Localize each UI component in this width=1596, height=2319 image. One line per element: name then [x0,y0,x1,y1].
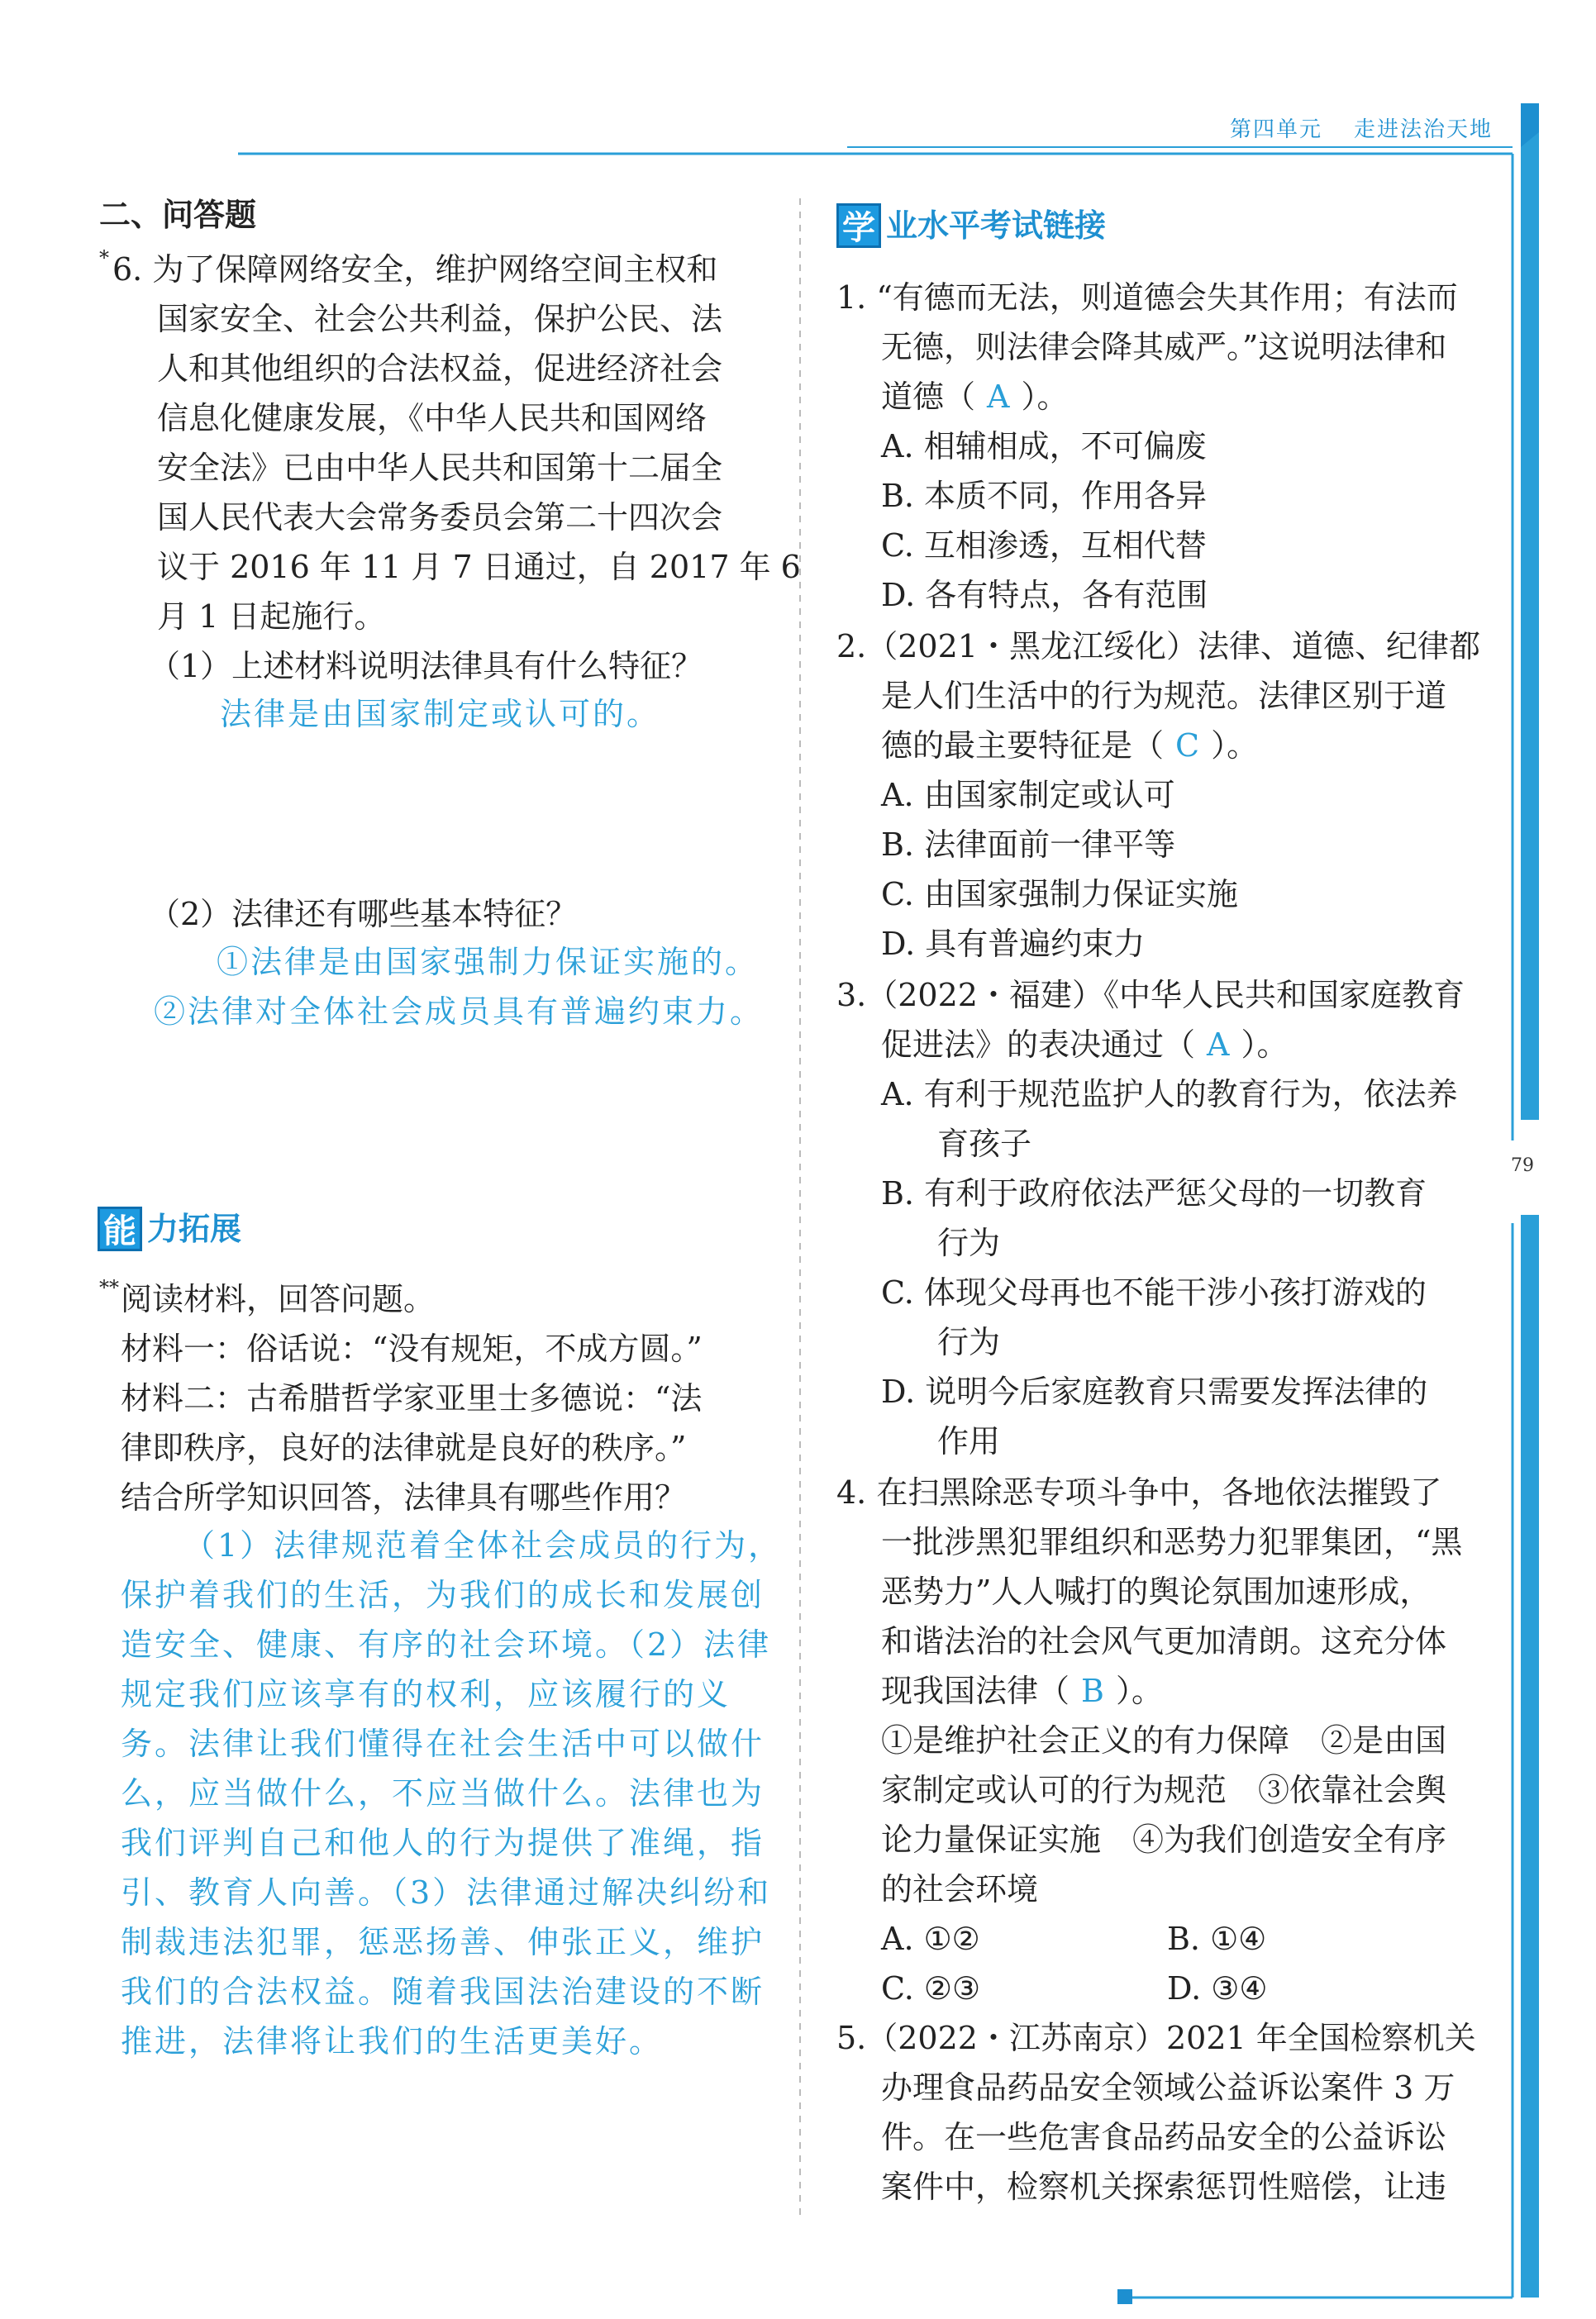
text-line: 结合所学知识回答，法律具有哪些作用？ [121,1479,687,1516]
text-line: 4. 在扫黑除恶专项斗争中，各地依法摧毁了 [836,1474,1442,1511]
text-line: 3.（2022・福建）《中华人民共和国家庭教育 [836,977,1465,1013]
text-line: 月 1 日起施行。 [157,598,386,635]
text-line: 我们评判自己和他人的行为提供了准绳，指 [121,1825,765,1861]
text-line: 保护着我们的生活，为我们的成长和发展创 [121,1577,765,1613]
text-line: 德的最主要特征是（ C ）。 [881,727,1259,764]
q6-sub1-answer: 法律是由国家制定或认可的。 [220,696,661,732]
text-line: （1）法律规范着全体社会成员的行为， [183,1527,783,1564]
q3-option-c: C. 体现父母再也不能干涉小孩打游戏的 [881,1274,1427,1311]
text-line: 制裁违法犯罪，惩恶扬善、伸张正义，维护 [121,1924,765,1960]
ability-section-badge: 能 [98,1207,142,1251]
ability-marker: ** [99,1276,119,1299]
text-line: 2.（2021・黑龙江绥化）法律、道德、纪律都 [836,628,1480,664]
text-line: 案件中，检察机关探索惩罚性赔偿，让违 [881,2169,1447,2205]
q2-option-c: C. 由国家强制力保证实施 [881,876,1238,912]
q3-option-b: B. 有利于政府依法严惩父母的一切教育 [881,1175,1427,1212]
text-line: 阅读材料，回答问题。 [121,1281,436,1317]
q6-sub1-question: （1）上述材料说明法律具有什么特征？ [149,648,703,684]
text-line: 规定我们应该享有的权利，应该履行的义 [121,1676,731,1712]
section-title: 二、问答题 [99,196,257,233]
text-line: 是人们生活中的行为规范。法律区别于道 [881,678,1447,714]
text-line: 引、教育人向善。（3）法律通过解决纠纷和 [121,1874,772,1911]
q1-option-c: C. 互相渗透，互相代替 [881,527,1207,564]
text-line: 造安全、健康、有序的社会环境。（2）法律 [121,1626,772,1663]
q6-sub2-question: （2）法律还有哪些基本特征？ [149,896,578,932]
text-line: 恶势力”人人喊打的舆论氛围加速形成， [881,1574,1432,1610]
text-line: 育孩子 [937,1126,1032,1162]
text-line: 信息化健康发展，《中华人民共和国网络 [157,400,707,436]
q1-option-a: A. 相辅相成，不可偏废 [881,428,1207,464]
text-line: 材料一：俗话说：“没有规矩，不成方圆。” [121,1331,703,1367]
q2-option-b: B. 法律面前一律平等 [881,826,1176,863]
text-line: 作用 [937,1423,1001,1459]
q6-marker: * [99,246,109,269]
q4-option-a: A. ①② [881,1921,980,1957]
text-line: 促进法》的表决通过（ A ）。 [881,1026,1289,1063]
q4-option-b: B. ①④ [1167,1921,1267,1957]
text-line: 6. 为了保障网络安全，维护网络空间主权和 [112,251,718,288]
text-line: 论力量保证实施 ④为我们创造安全有序 [881,1821,1447,1858]
text-line: 行为 [937,1225,1001,1261]
q4-option-c: C. ②③ [881,1970,981,2007]
q1-option-d: D. 各有特点，各有范围 [881,577,1208,613]
text-line: 家制定或认可的行为规范 ③依靠社会舆 [881,1772,1447,1808]
text-line: ①是维护社会正义的有力保障 ②是由国 [881,1722,1447,1759]
q6-sub2-answer-1: ①法律是由国家强制力保证实施的。 [217,944,760,980]
header-title: 走进法治天地 [1354,117,1494,142]
page-number: 79 [1511,1155,1534,1176]
q1-answer: A [987,379,1010,415]
q3-option-a: A. 有利于规范监护人的教育行为，依法养 [881,1076,1458,1112]
text-line: 一批涉黑犯罪组织和恶势力犯罪集团，“黑 [881,1524,1463,1560]
text-line: 办理食品药品安全领域公益诉讼案件 3 万 [881,2069,1455,2106]
q3-answer: A [1207,1026,1230,1063]
text-line: 我们的合法权益。随着我国法治建设的不断 [121,1974,765,2010]
text-line: 务。法律让我们懂得在社会生活中可以做什 [121,1726,765,1762]
header-unit: 第四单元 [1230,117,1323,142]
text-line: 么，应当做什么，不应当做什么。法律也为 [121,1775,765,1812]
q4-answer: B [1081,1673,1104,1709]
text-line: 现我国法律（ B ）。 [881,1673,1163,1709]
text-line: 人和其他组织的合法权益，促进经济社会 [157,350,723,387]
text-line: 件。在一些危害食品药品安全的公益诉讼 [881,2119,1447,2155]
text-line: 材料二：古希腊哲学家亚里士多德说：“法 [121,1380,703,1417]
q6-sub2-answer-2: ②法律对全体社会成员具有普遍约束力。 [154,993,765,1030]
q4-option-d: D. ③④ [1167,1970,1268,2007]
text-line: 议于 2016 年 11 月 7 日通过，自 2017 年 6 [157,549,801,585]
ability-section-title: 力拓展 [147,1210,242,1247]
text-line: 国家安全、社会公共利益，保护公民、法 [157,301,723,337]
text-line: 行为 [937,1324,1001,1360]
text-line: 国人民代表大会常务委员会第二十四次会 [157,499,723,536]
text-line: 律即秩序，良好的法律就是良好的秩序。” [121,1430,687,1466]
text-line: 推进，法律将让我们的生活更美好。 [121,2023,664,2059]
text-line: 和谐法治的社会风气更加清朗。这充分体 [881,1623,1447,1659]
text-line: 道德（ A ）。 [881,379,1069,415]
text-line: 无德，则法律会降其威严。”这说明法律和 [881,329,1447,365]
text-line: 1. “有德而无法，则道德会失其作用；有法而 [836,279,1458,316]
q1-option-b: B. 本质不同，作用各异 [881,478,1208,514]
exam-section-badge: 学 [836,203,881,248]
text-line: 5.（2022・江苏南京）2021 年全国检察机关 [836,2020,1476,2056]
q2-option-a: A. 由国家制定或认可 [881,777,1175,813]
q3-option-d: D. 说明今后家庭教育只需要发挥法律的 [881,1374,1428,1410]
exam-section-title: 业水平考试链接 [886,207,1107,244]
q2-answer: C [1175,727,1200,764]
text-line: 安全法》已由中华人民共和国第十二届全 [157,450,723,486]
q2-option-d: D. 具有普遍约束力 [881,926,1146,962]
text-line: 的社会环境 [881,1871,1039,1907]
